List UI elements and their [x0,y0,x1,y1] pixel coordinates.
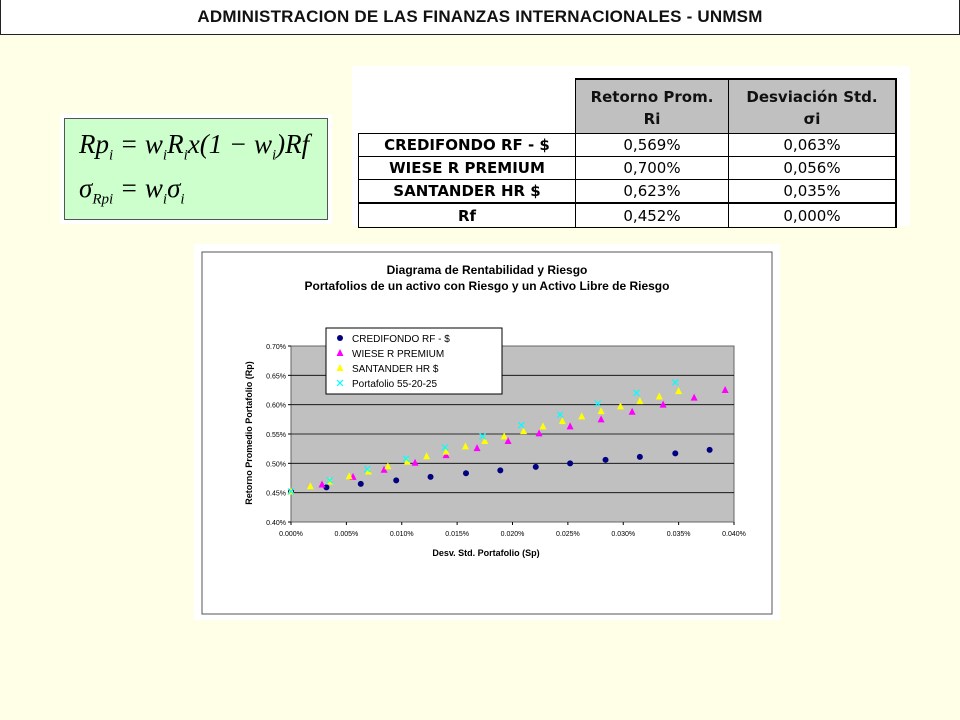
chart-legend [326,328,502,394]
header-std [729,79,897,134]
header-std-symbol: σi [803,110,821,128]
row-std: 0,063% [729,134,897,157]
x-tick-label: 0.035% [666,531,691,538]
data-point [567,460,573,466]
legend-marker [337,335,343,341]
x-axis-label: Desv. Std. Portafolio (Sp) [432,548,540,558]
x-tick-label: 0.040% [722,531,746,538]
risk-return-chart [194,244,780,620]
x-tick-label: 0.015% [445,531,469,538]
y-axis-label: Retorno Promedio Portafolio (Rp) [244,361,254,505]
page-title: ADMINISTRACION DE LAS FINANZAS INTERNACIONALES - UNMSM [197,7,763,26]
row-name: SANTANDER HR $ [359,180,576,204]
x-tick-label: 0.000% [279,531,303,538]
legend-entry: Portafolio 55-20-25 [352,379,438,390]
formula-term: x(1 − w [187,129,272,159]
formula-term: σ [167,173,181,203]
table-row [359,157,897,180]
data-point [603,457,609,463]
data-point [393,477,399,483]
data-point [358,481,364,487]
table-row [359,203,897,228]
y-tick-label: 0.55% [266,432,286,439]
chart-subtitle: Portafolios de un activo con Riesgo y un Activo Libre de Riesgo [304,279,670,293]
chart-panel [194,244,780,620]
formula-term: R [167,129,184,159]
formula-subscript: i [180,191,185,208]
formula-subscript: i [109,147,114,164]
y-tick-label: 0.65% [266,373,286,381]
chart-title: Diagrama de Rentabilidad y Riesgo [386,263,588,277]
header-return [576,79,729,134]
data-point [533,464,539,470]
row-name: Rf [359,203,576,228]
row-return: 0,452% [576,203,729,228]
data-point [672,450,678,456]
formula-subscript: i [183,147,188,164]
data-point [497,467,503,473]
data-point [637,454,643,460]
table-header-blank [359,79,576,134]
legend-entry: WIESE R PREMIUM [352,349,445,360]
header-return-label: Retorno Prom. [590,88,714,106]
portfolio-std-formula [79,173,185,208]
stats-table [358,78,897,228]
page-header [0,0,960,35]
x-tick-label: 0.005% [334,531,359,538]
legend-entry: SANTANDER HR $ [352,364,439,375]
row-return: 0,569% [576,134,729,157]
data-point [463,470,469,476]
formula-term: σ [79,173,93,203]
table-header-row [359,79,897,134]
row-std: 0,000% [729,203,897,228]
x-tick-label: 0.030% [611,531,636,538]
row-return: 0,700% [576,157,729,180]
row-return: 0,623% [576,180,729,204]
row-std: 0,056% [729,157,897,180]
table-row [359,180,897,204]
header-return-symbol: Ri [643,110,661,128]
y-tick-label: 0.45% [266,490,286,498]
x-tick-label: 0.020% [500,531,525,538]
y-tick-label: 0.60% [266,402,286,410]
row-std: 0,035% [729,180,897,204]
stats-table-panel [352,66,910,226]
data-point [707,447,713,453]
x-tick-label: 0.025% [556,531,580,538]
y-tick-label: 0.70% [266,344,286,351]
y-tick-label: 0.50% [266,461,286,469]
header-std-label: Desviación Std. [746,88,878,106]
formula-subscript: i [271,147,277,164]
formula-subscript: i [162,191,168,208]
table-row [359,134,897,157]
legend-entry: CREDIFONDO RF - $ [352,334,450,345]
formula-subscript: Rpi [92,191,114,208]
y-tick-label: 0.40% [266,520,286,527]
data-point [428,474,434,480]
formula-term: )Rf [276,129,310,159]
formula-subscript: i [162,147,168,164]
row-name: WIESE R PREMIUM [359,157,576,180]
portfolio-return-formula [79,129,309,164]
row-name: CREDIFONDO RF - $ [359,134,576,157]
formula-term: = w [113,173,163,203]
formula-term: Rp [79,129,109,159]
formula-box [64,118,328,220]
x-tick-label: 0.010% [389,531,414,538]
formula-term: = w [113,129,163,159]
